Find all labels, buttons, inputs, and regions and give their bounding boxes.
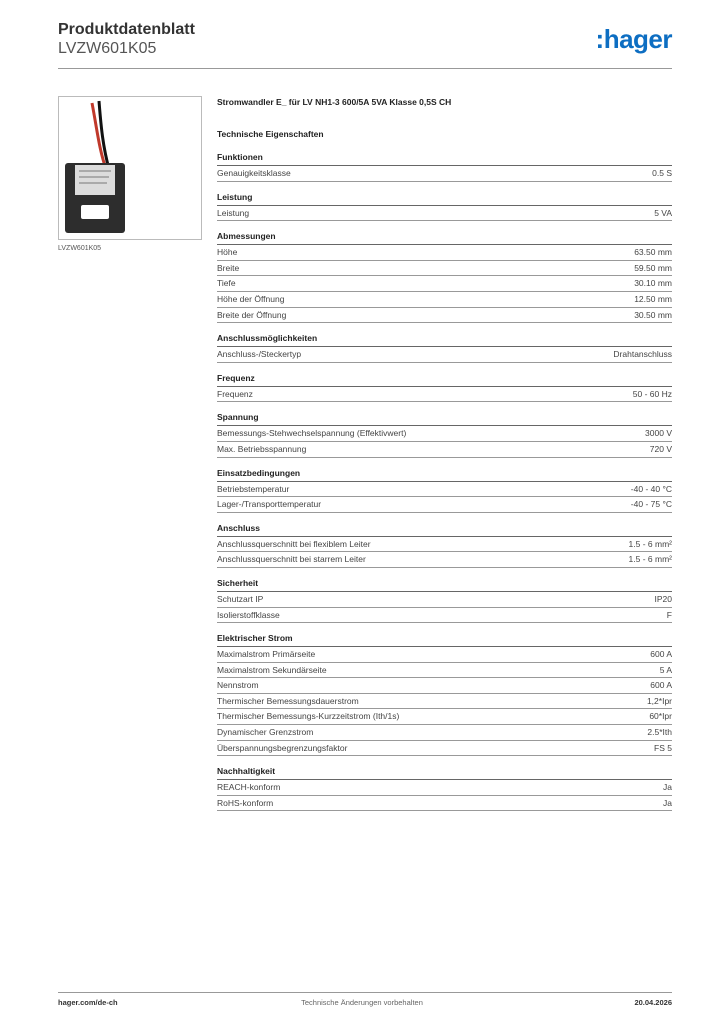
spec-section xyxy=(217,373,672,403)
image-caption: LVZW601K05 xyxy=(58,245,102,252)
spec-value: 5 VA xyxy=(654,207,672,218)
spec-row xyxy=(217,592,672,608)
section-title: Nachhaltigkeit xyxy=(217,766,672,780)
spec-value: 30.10 mm xyxy=(634,278,672,289)
hager-logo: :hager xyxy=(595,24,672,54)
spec-label: Frequenz xyxy=(217,388,253,399)
spec-label: RoHS-konform xyxy=(217,797,274,808)
spec-value: 30.50 mm xyxy=(634,309,672,320)
spec-value: Drahtanschluss xyxy=(613,349,672,360)
spec-row xyxy=(217,647,672,663)
spec-row xyxy=(217,292,672,308)
section-title: Funktionen xyxy=(217,152,672,166)
spec-section xyxy=(217,766,672,811)
spec-label: Überspannungsbegrenzungsfaktor xyxy=(217,742,348,753)
spec-section xyxy=(217,192,672,222)
spec-label: Schutzart IP xyxy=(217,593,264,604)
spec-value: F xyxy=(666,609,672,620)
spec-value: 1.5 - 6 mm² xyxy=(628,538,672,549)
spec-label: Maximalstrom Primärseite xyxy=(217,649,316,660)
spec-row xyxy=(217,442,672,458)
section-title: Sicherheit xyxy=(217,578,672,592)
spec-section xyxy=(217,468,672,513)
spec-value: -40 - 40 °C xyxy=(630,483,672,494)
spec-label: Nennstrom xyxy=(217,680,259,691)
spec-label: Dynamischer Grenzstrom xyxy=(217,727,314,738)
spec-value: -40 - 75 °C xyxy=(630,499,672,510)
spec-heading: Technische Eigenschaften xyxy=(217,129,324,139)
spec-sections xyxy=(217,152,672,811)
spec-section xyxy=(217,152,672,182)
spec-value: 0.5 S xyxy=(652,168,672,178)
page-title: Produktdatenblatt xyxy=(58,21,195,38)
spec-row xyxy=(217,347,672,363)
footer-divider xyxy=(58,992,672,993)
section-title: Anschlussmöglichkeiten xyxy=(217,333,672,347)
spec-row xyxy=(217,276,672,292)
spec-value: 2.5*Ith xyxy=(647,727,672,738)
section-title: Leistung xyxy=(217,192,672,206)
spec-label: Betriebstemperatur xyxy=(217,483,290,494)
spec-label: Tiefe xyxy=(217,278,236,289)
spec-label: Breite der Öffnung xyxy=(217,309,287,320)
spec-row xyxy=(217,709,672,725)
spec-row xyxy=(217,741,672,757)
product-number: LVZW601K05 xyxy=(58,40,157,57)
spec-label: Maximalstrom Sekundärseite xyxy=(217,664,327,675)
spec-row xyxy=(217,796,672,812)
footer-disclaimer: Technische Änderungen vorbehalten xyxy=(301,998,423,1007)
spec-row xyxy=(217,426,672,442)
spec-row xyxy=(217,608,672,624)
spec-section xyxy=(217,412,672,457)
header-divider xyxy=(58,68,672,69)
spec-row xyxy=(217,497,672,513)
spec-row xyxy=(217,678,672,694)
footer-date: 20.04.2026 xyxy=(634,998,672,1007)
spec-value: 3000 V xyxy=(645,428,672,439)
spec-row xyxy=(217,663,672,679)
footer-website-link[interactable]: hager.com/de-ch xyxy=(58,998,118,1007)
spec-label: Anschlussquerschnitt bei flexiblem Leiter xyxy=(217,538,371,549)
spec-value: 50 - 60 Hz xyxy=(632,388,672,399)
spec-row xyxy=(217,537,672,553)
spec-value: 1.5 - 6 mm² xyxy=(628,554,672,565)
spec-row xyxy=(217,261,672,277)
spec-value: 59.50 mm xyxy=(634,262,672,273)
spec-label: Leistung xyxy=(217,207,250,218)
spec-section xyxy=(217,523,672,568)
spec-content xyxy=(217,97,672,821)
spec-value: 720 V xyxy=(649,443,672,454)
spec-label: Bemessungs-Stehwechselspannung (Effektivwert) xyxy=(217,428,407,439)
spec-row xyxy=(217,694,672,710)
spec-row xyxy=(217,166,672,182)
section-title: Abmessungen xyxy=(217,231,672,245)
spec-section xyxy=(217,633,672,756)
spec-section xyxy=(217,578,672,623)
spec-row xyxy=(217,206,672,222)
section-title: Einsatzbedingungen xyxy=(217,468,672,482)
spec-value: Ja xyxy=(663,782,672,793)
spec-value: Ja xyxy=(663,797,672,808)
spec-row xyxy=(217,725,672,741)
current-transformer-image xyxy=(59,97,201,239)
section-title: Anschluss xyxy=(217,523,672,537)
spec-label: Anschlussquerschnitt bei starrem Leiter xyxy=(217,554,366,565)
spec-section xyxy=(217,333,672,363)
section-title: Spannung xyxy=(217,412,672,426)
spec-value: 60*Ipr xyxy=(649,711,672,722)
spec-value: 63.50 mm xyxy=(634,247,672,258)
product-name: Stromwandler E_ für LV NH1-3 600/5A 5VA Klasse 0,5S CH xyxy=(217,97,452,107)
spec-value: IP20 xyxy=(654,593,672,604)
spec-label: Thermischer Bemessungs-Kurzzeitstrom (Ith/1s) xyxy=(217,711,400,722)
spec-row xyxy=(217,387,672,403)
section-title: Frequenz xyxy=(217,373,672,387)
spec-row xyxy=(217,780,672,796)
spec-section xyxy=(217,231,672,323)
spec-value: 5 A xyxy=(659,664,672,675)
spec-value: FS 5 xyxy=(654,742,672,753)
spec-value: 12.50 mm xyxy=(634,293,672,304)
spec-label: Isolierstoffklasse xyxy=(217,609,280,620)
spec-row xyxy=(217,245,672,261)
spec-value: 600 A xyxy=(650,680,672,691)
spec-row xyxy=(217,552,672,568)
spec-label: REACH-konform xyxy=(217,782,281,793)
spec-label: Genauigkeitsklasse xyxy=(217,168,291,178)
spec-label: Höhe der Öffnung xyxy=(217,293,285,304)
spec-label: Breite xyxy=(217,262,240,273)
document-header xyxy=(58,20,195,58)
spec-label: Thermischer Bemessungsdauerstrom xyxy=(217,695,359,706)
spec-label: Max. Betriebsspannung xyxy=(217,443,307,454)
spec-value: 1,2*Ipr xyxy=(646,695,672,706)
spec-label: Lager-/Transporttemperatur xyxy=(217,499,322,510)
spec-row xyxy=(217,308,672,324)
spec-value: 600 A xyxy=(650,649,672,660)
spec-label: Höhe xyxy=(217,247,238,258)
section-title: Elektrischer Strom xyxy=(217,633,672,647)
product-image xyxy=(58,96,202,240)
spec-label: Anschluss-/Steckertyp xyxy=(217,349,302,360)
spec-row xyxy=(217,482,672,498)
